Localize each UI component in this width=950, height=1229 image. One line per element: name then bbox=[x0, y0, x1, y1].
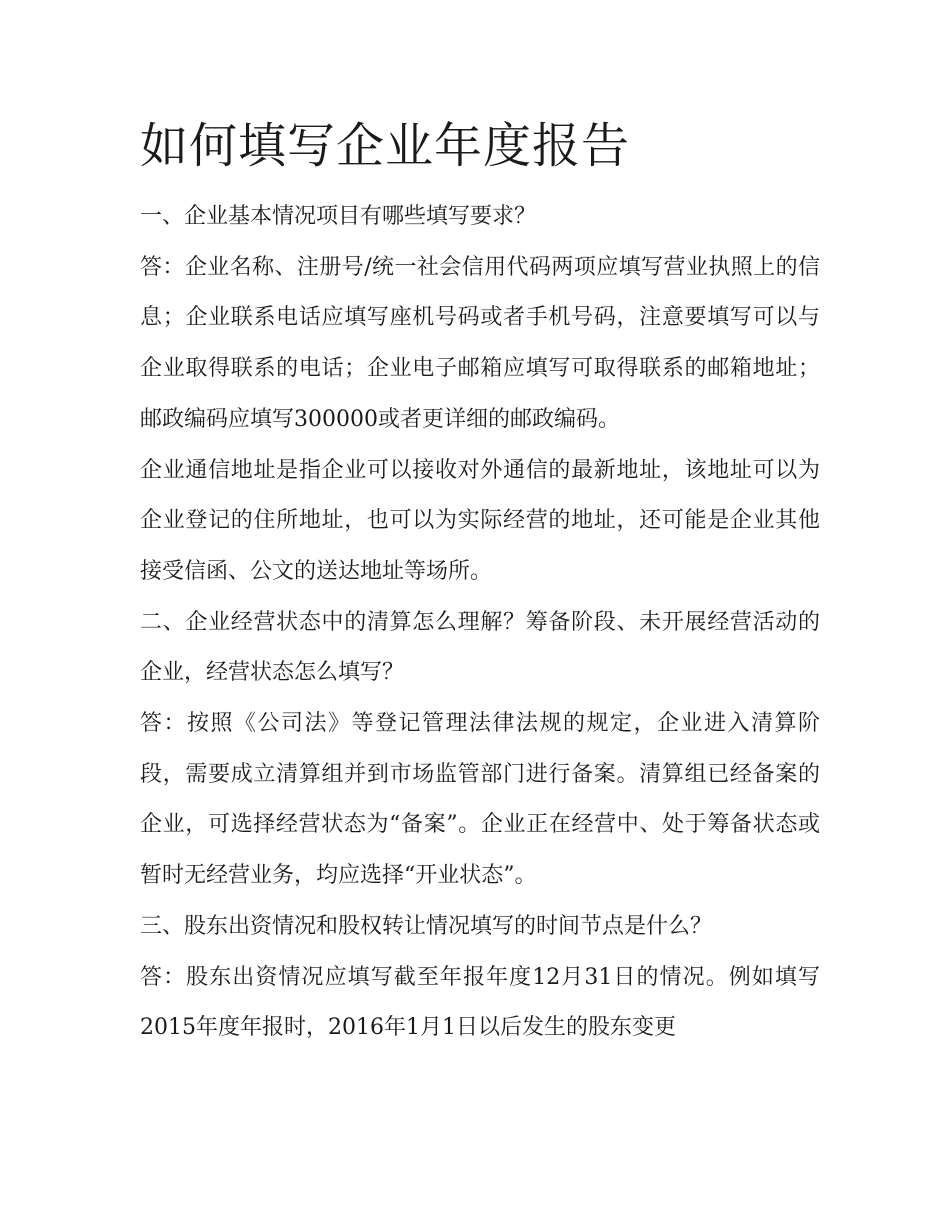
question-2: 二、企业经营状态中的清算怎么理解？筹备阶段、未开展经营活动的企业，经营状态怎么填写？ bbox=[140, 609, 820, 686]
document-page bbox=[140, 110, 820, 1054]
answer-3: 答：股东出资情况应填写截至年报年度12月31日的情况。例如填写2015年度年报时，2016年1月1日以后发生的股东变更 bbox=[140, 964, 820, 1041]
answer-2: 答：按照《公司法》等登记管理法律法规的规定，企业进入清算阶段，需要成立清算组并到市场监管部门进行备案。清算组已经备案的企业，可选择经营状态为“备案”。企业正在经营中、处于筹备状态或暂时无经营业务，均应选择“开业状态”。 bbox=[140, 711, 820, 889]
question-3: 三、股东出资情况和股权转让情况填写的时间节点是什么？ bbox=[140, 913, 713, 939]
answer-1-address: 企业通信地址是指企业可以接收对外通信的最新地址，该地址可以为企业登记的住所地址，也可以为实际经营的地址，还可能是企业其他接受信函、公文的送达地址等场所。 bbox=[140, 457, 820, 584]
question-1: 一、企业基本情况项目有哪些填写要求？ bbox=[140, 204, 537, 229]
answer-1: 答：企业名称、注册号/统一社会信用代码两项应填写营业执照上的信息；企业联系电话应填写座机号码或者手机号码，注意要填写可以与企业取得联系的电话；企业电子邮箱应填写可取得联系的邮箱地址；邮政编码应填写300000或者更详细的邮政编码。 bbox=[140, 254, 820, 432]
document-title: 如何填写企业年度报告 bbox=[140, 118, 631, 174]
